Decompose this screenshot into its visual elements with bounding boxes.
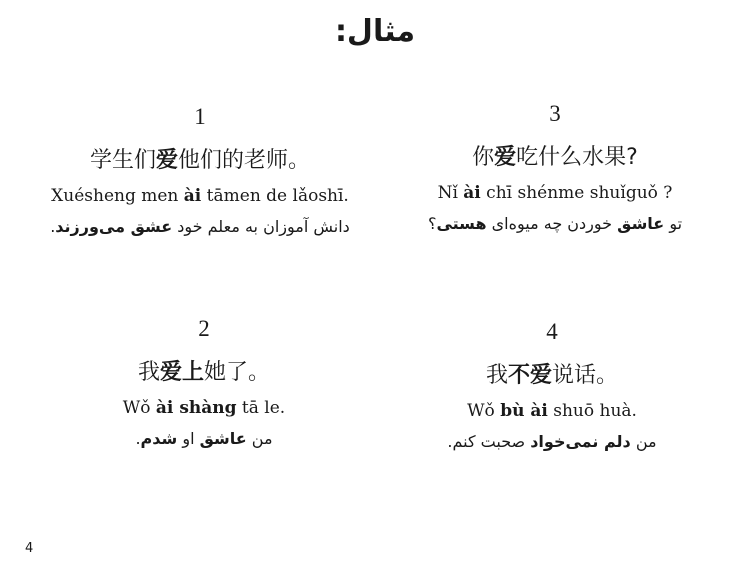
persian-highlight: هستی	[436, 214, 487, 233]
pinyin-sentence	[372, 400, 732, 422]
chinese-text: 学生们	[89, 148, 156, 173]
example-card-2	[24, 315, 384, 450]
chinese-text: 我	[485, 363, 508, 388]
persian-text: دانش آموزان به معلم خود	[172, 217, 350, 236]
persian-text: .	[135, 429, 141, 448]
persian-translation	[24, 428, 384, 450]
example-card-1	[20, 103, 380, 238]
persian-highlight: عاشق	[199, 429, 247, 448]
example-card-4	[372, 318, 732, 453]
persian-text: صحبت کنم.	[447, 432, 531, 451]
pinyin-highlight: bù ài	[500, 401, 548, 421]
example-card-3	[375, 100, 735, 235]
persian-translation	[372, 431, 732, 453]
chinese-text: 我	[137, 360, 160, 385]
persian-text: تو	[664, 214, 683, 233]
chinese-sentence	[24, 359, 384, 387]
chinese-sentence	[372, 362, 732, 390]
persian-highlight: عاشق	[617, 214, 665, 233]
pinyin-text: chī shénme shuǐguǒ ?	[480, 183, 673, 203]
persian-text: من	[246, 429, 273, 448]
example-number: 1	[194, 104, 206, 129]
chinese-sentence	[375, 144, 735, 172]
chinese-text: 吃什么水果?	[516, 145, 638, 170]
pinyin-sentence	[20, 185, 380, 207]
pinyin-text: Xuésheng men	[51, 186, 184, 206]
chinese-text: 他们的老师。	[178, 148, 311, 173]
page-number: 4	[25, 541, 34, 556]
chinese-text: 她了。	[204, 360, 271, 385]
persian-highlight: شدم	[140, 429, 178, 448]
pinyin-text: tā le.	[236, 398, 286, 418]
chinese-text: 说话。	[552, 363, 619, 388]
chinese-sentence	[20, 147, 380, 175]
chinese-highlight: 爱	[494, 145, 517, 170]
pinyin-text: Wǒ	[467, 401, 501, 421]
pinyin-sentence	[375, 182, 735, 204]
chinese-highlight: 爱	[155, 148, 178, 173]
persian-translation	[20, 216, 380, 238]
pinyin-highlight: ài	[463, 183, 481, 203]
persian-text: .	[50, 217, 56, 236]
pinyin-text: Wǒ	[122, 398, 156, 418]
pinyin-text: shuō huà.	[547, 401, 637, 421]
persian-translation	[375, 213, 735, 235]
pinyin-highlight: ài shàng	[155, 398, 237, 418]
example-number: 4	[546, 319, 558, 344]
pinyin-highlight: ài	[183, 186, 202, 206]
pinyin-sentence	[24, 397, 384, 419]
chinese-highlight: 不爱	[507, 363, 552, 388]
persian-highlight: دلم نمی‌خواد	[530, 432, 631, 451]
chinese-highlight: 爱上	[159, 360, 204, 385]
persian-text: ؟	[427, 214, 437, 233]
pinyin-text: Nǐ	[437, 183, 464, 203]
page-title: مثال:	[334, 14, 416, 49]
persian-text: خوردن چه میوه‌ای	[486, 214, 618, 233]
chinese-text: 你	[472, 145, 495, 170]
persian-highlight: عشق می‌ورزند	[55, 217, 173, 236]
pinyin-text: tāmen de lǎoshī.	[201, 186, 349, 206]
persian-text: او	[177, 429, 200, 448]
persian-text: من	[630, 432, 657, 451]
example-number: 3	[549, 101, 561, 126]
example-number: 2	[198, 316, 210, 341]
